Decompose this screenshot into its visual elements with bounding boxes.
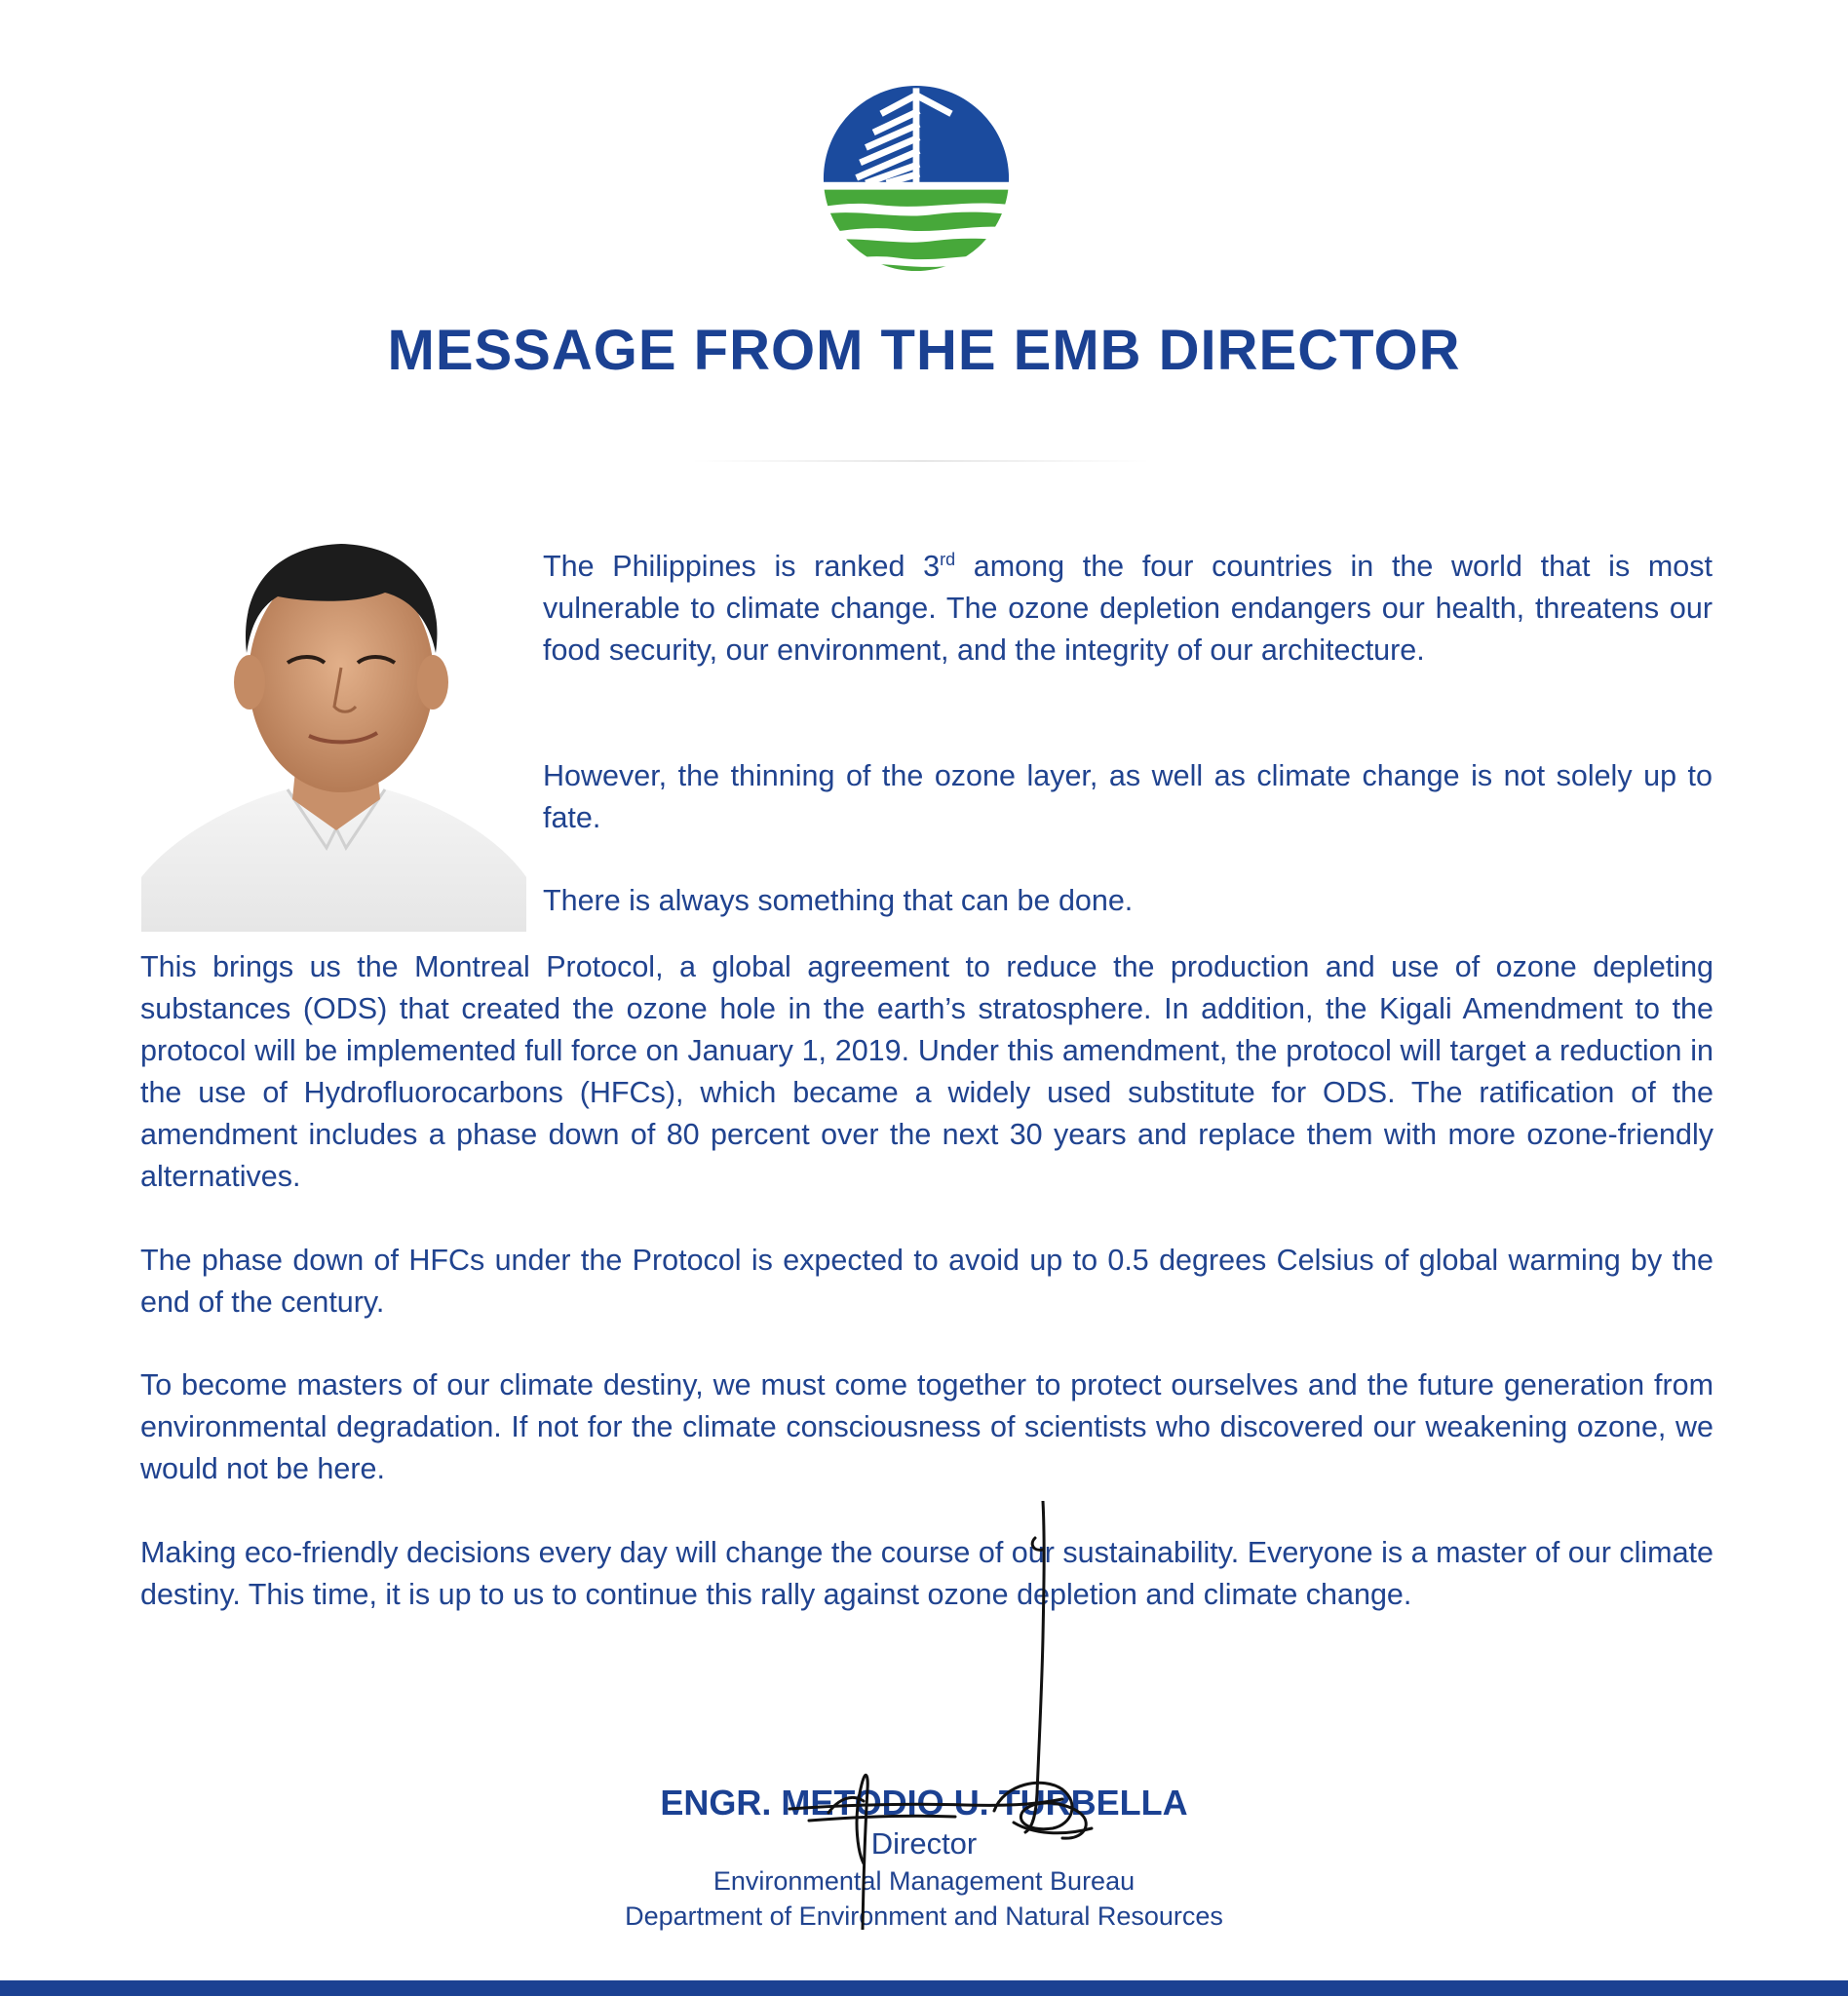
message-paragraph-6: To become masters of our climate destiny, we must come together to protect ourselves and the future generation from environmental degradation. If not for the climate consciousness of scientists who discovered our weakening ozone, we would not be here. [140,1368,1713,1485]
message-paragraph-7: Making eco-friendly decisions every day will change the course of our sustainability. Everyone is a master of our climate destiny. This time, it is up to us to continue this rally against ozone depletion and climate change. [140,1536,1713,1611]
signatory-department: Department of Environment and Natural Resources [625,1901,1223,1931]
footer-bar [0,1980,1848,1996]
signatory-office: Environmental Management Bureau [712,1866,1136,1896]
message-paragraph-3: There is always something that can be done. [543,884,1134,917]
signatory-name: ENGR. METODIO U. TURBELLA [660,1783,1188,1823]
director-portrait [141,507,526,932]
message-paragraph-5: The phase down of HFCs under the Protocol is expected to avoid up to 0.5 degrees Celsius of global warming by the end of the century. [140,1244,1713,1319]
signatory-role: Director [870,1826,978,1861]
message-paragraph-1: The Philippines is ranked 3rd among the four countries in the world that is most vulnerable to climate change. The ozone depletion endangers our health, threatens our food security, our environment, and the integrity of our architecture. [543,549,1713,667]
message-paragraph-2: However, the thinning of the ozone layer, as well as climate change is not solely up to fate. [543,759,1713,834]
denr-emb-logo-icon [822,84,1011,273]
divider [692,460,1150,462]
message-paragraph-4: This brings us the Montreal Protocol, a global agreement to reduce the production and use of ozone depleting substances (ODS) that created the ozone hole in the earth’s stratosphere. In addition, the Kigali Amendment to the protocol will be implemented full force on January 1, 2019. Under this amendment, the protocol will target a reduction in the use of Hydrofluorocarbons (HFCs), which became a widely used substitute for ODS. The ratification of the amendment includes a phase down of 80 percent over the next 30 years and replace them with more ozone-friendly alternatives. [140,950,1713,1193]
handwritten-signature [770,1501,1121,1930]
page-title: MESSAGE FROM THE EMB DIRECTOR [387,319,1461,382]
